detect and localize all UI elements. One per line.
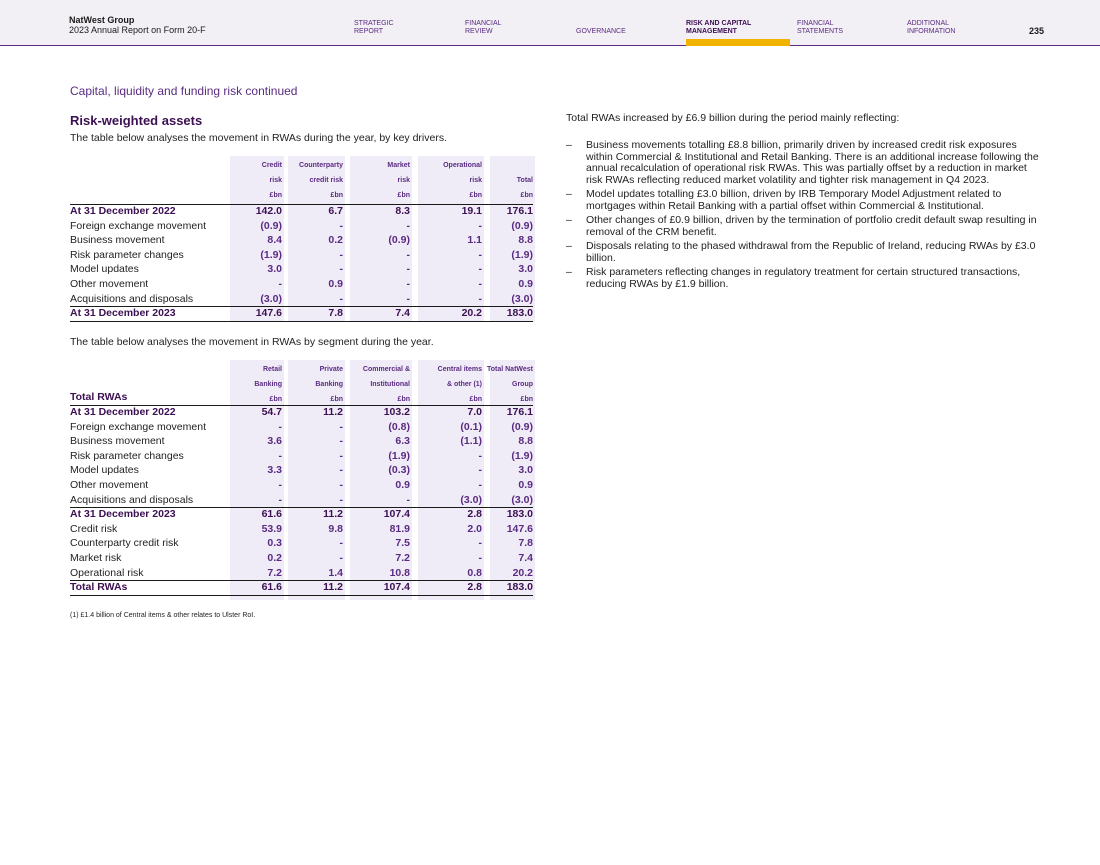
column-header: £bn [469,192,482,199]
table-cell: - [478,219,482,232]
table-row [70,463,533,478]
table-cell: 3.6 [267,435,282,448]
row-label: Model updates [70,464,139,477]
table-cell: 8.4 [267,234,282,247]
nav-line: FINANCIAL [465,20,502,27]
table-cell: - [478,263,482,276]
table-cell: - [478,464,482,477]
column-header: £bn [520,396,533,403]
column-header: Total NatWest [486,366,533,373]
column-header: Counterparty [299,162,343,169]
table-cell: 54.7 [261,406,282,418]
table-cell: - [339,449,343,462]
table-cell: 2.8 [467,508,482,521]
nav-governance[interactable] [576,28,676,36]
table-cell: - [478,537,482,550]
row-label: Business movement [70,234,165,247]
table-row [70,566,533,581]
bullet-text: Business movements totalling £8.8 billion, primarily driven by increased credit risk exposures within Commercial & Institutional and Retail Banking. There is an additional increase following the annual recalculation of operational risk RWAs. This was partially offset by a reduction in market risk RWAs reflecting reduced market volatility and tighter risk management in Q4 2023. [586,139,1039,186]
column-header: Private [319,366,343,373]
dash-icon: – [566,240,572,252]
table-cell: 61.6 [261,508,282,521]
row-label: Model updates [70,263,139,276]
table-cell: - [339,420,343,433]
bullet-text: Disposals relating to the phased withdrawal from the Republic of Ireland, reducing RWAs by £3.0 billion. [586,240,1036,264]
row-label: Foreign exchange movement [70,420,206,433]
column-header: Institutional [370,381,410,388]
nav-additional-information[interactable] [907,20,1007,36]
nav-line: ADDITIONAL [907,20,950,27]
column-header: Commercial & [362,366,410,373]
table-cell: - [278,420,282,433]
table-cell: - [339,292,343,305]
table-cell: 107.4 [383,581,410,594]
bullet-item [566,189,1046,212]
table-cell: - [278,479,282,491]
table-cell: - [478,479,482,491]
company-name: NatWest Group [69,15,135,25]
table-row [70,306,533,321]
column-header: £bn [397,396,410,403]
table-row [70,233,533,248]
column-header: credit risk [309,177,343,184]
row-label: Risk parameter changes [70,248,184,261]
column-header: Operational [443,162,482,169]
table-cell: - [478,248,482,261]
rwa-drivers-table [70,156,533,322]
table-cell: 11.2 [323,581,343,594]
table-cell: 10.8 [389,566,410,579]
table-cell: 11.2 [323,406,343,418]
table-cell: (0.9) [260,219,282,232]
table-row [70,478,533,493]
column-header: Market [387,162,410,169]
table-cell: - [339,263,343,276]
table-cell: 7.4 [518,552,533,564]
column-header: risk [269,177,282,184]
table-rule [70,595,533,596]
table-cell: 7.8 [328,307,343,320]
bullet-item [566,267,1046,290]
report-name: 2023 Annual Report on Form 20-F [69,25,206,35]
table-cell: 7.5 [395,537,410,550]
table-cell: 183.0 [506,508,533,521]
nav-line: REPORT [354,28,384,35]
page-header [0,0,1100,46]
row-label: Operational risk [70,566,144,579]
table-cell: - [406,278,410,290]
row-label: Risk parameter changes [70,449,184,462]
table-cell: 0.2 [267,552,282,564]
table-cell: 3.0 [518,263,533,276]
table-cell: - [339,493,343,506]
table-cell: 0.3 [267,537,282,550]
row-label: Total RWAs [70,581,128,594]
column-header: Central items [437,366,482,373]
table-row [70,536,533,551]
table-cell: 53.9 [261,522,282,535]
table-cell: 0.2 [328,234,343,247]
table-cell: 176.1 [506,205,533,217]
table-cell: 0.9 [395,479,410,491]
table-row [70,507,533,522]
table-cell: 1.4 [328,566,343,579]
table-cell: - [406,493,410,506]
table-cell: 7.0 [467,406,482,418]
table-cell: 176.1 [506,406,533,418]
bullet-text: Model updates totalling £3.0 billion, driven by IRB Temporary Model Adjustment related to mortgages within Retail Banking with a partial offset within Commercial & Institutional. [586,188,1002,212]
nav-line: RISK AND CAPITAL [686,20,752,27]
table-cell: - [339,552,343,564]
table-cell: 2.8 [467,581,482,594]
row-label: Acquisitions and disposals [70,292,194,305]
table-row [70,420,533,435]
table-cell: 19.1 [461,205,482,217]
rwa-segment-table [70,360,533,600]
table-cell: (1.1) [460,435,482,448]
table-row [70,551,533,566]
dash-icon: – [566,266,572,278]
table-cell: - [339,479,343,491]
row-label: Foreign exchange movement [70,219,206,232]
nav-risk-capital-management[interactable] [686,20,786,36]
table-cell: (3.0) [511,292,533,305]
row-label: At 31 December 2023 [70,508,176,521]
nav-line: STRATEGIC [354,20,394,27]
table-cell: (0.8) [388,420,410,433]
table-cell: 7.4 [395,307,410,320]
table-row [70,277,533,292]
table-cell: (0.9) [511,420,533,433]
table-rule [70,321,533,322]
table-row [70,493,533,508]
table-cell: (0.3) [388,464,410,477]
table-cell: 147.6 [506,522,533,535]
bullet-text: Other changes of £0.9 billion, driven by the termination of portfolio credit default swap resulting in removal of the CRM benefit. [586,214,1037,238]
nav-line: MANAGEMENT [686,28,737,35]
table-cell: 7.2 [395,552,410,564]
table-cell: (3.0) [260,292,282,305]
nav-line: FINANCIAL [797,20,834,27]
column-header: Banking [254,381,282,388]
table-cell: 0.9 [518,479,533,491]
table-cell: - [478,292,482,305]
table-cell: 61.6 [261,581,282,594]
table-cell: - [278,493,282,506]
table-cell: 9.8 [328,522,343,535]
table-cell: 0.8 [467,566,482,579]
table-cell: (1.9) [260,248,282,261]
row-label: At 31 December 2022 [70,205,176,217]
table-cell: (1.9) [511,248,533,261]
column-header: £bn [330,192,343,199]
column-header: Retail [262,366,282,373]
nav-strategic-report[interactable] [354,20,454,36]
table-row [70,434,533,449]
row-label: At 31 December 2023 [70,307,176,320]
table-cell: 81.9 [389,522,410,535]
table-cell: (1.9) [511,449,533,462]
table-cell: - [278,278,282,290]
table-cell: - [339,248,343,261]
table-cell: 0.9 [328,278,343,290]
table-cell: (0.1) [460,420,482,433]
dash-icon: – [566,139,572,151]
column-header: Banking [315,381,343,388]
table-cell: 0.9 [518,278,533,290]
table-cell: 6.3 [395,435,410,448]
table-row [70,262,533,277]
row-label: Other movement [70,479,149,491]
table-cell: - [406,219,410,232]
table-cell: 11.2 [323,508,343,521]
column-header: Credit [261,162,282,169]
column-header: £bn [269,192,282,199]
column-header: & other (1) [447,381,482,388]
column-header: £bn [269,396,282,403]
table-cell: 8.3 [395,205,410,217]
table-cell: - [478,449,482,462]
column-header: £bn [520,192,533,199]
column-header: Group [512,381,533,388]
table-row [70,204,533,219]
nav-line: GOVERNANCE [576,28,626,35]
column-header: £bn [397,192,410,199]
table-cell: - [339,464,343,477]
footnote: (1) £1.4 billion of Central items & other relates to Ulster RoI. [70,612,256,619]
table-row [70,522,533,537]
table-cell: 2.0 [467,522,482,535]
table-header-label: Total RWAs [70,391,128,403]
table-cell: 1.1 [467,234,482,247]
row-label: Market risk [70,552,122,564]
table-row [70,405,533,420]
bullet-text: Risk parameters reflecting changes in regulatory treatment for certain structured transactions, reducing RWAs by £1.9 billion. [586,266,1021,290]
row-label: At 31 December 2022 [70,406,176,418]
table-cell: (0.9) [388,234,410,247]
table-cell: 3.0 [518,464,533,477]
row-label: Business movement [70,435,165,448]
nav-line: STATEMENTS [797,28,844,35]
commentary [566,112,1046,293]
commentary-intro: Total RWAs increased by £6.9 billion during the period mainly reflecting: [566,112,900,124]
table-row [70,292,533,307]
table-row [70,449,533,464]
table-cell: - [406,263,410,276]
bullet-item [566,241,1046,264]
table-cell: - [339,219,343,232]
table-cell: (1.9) [388,449,410,462]
table-cell: 107.4 [383,508,410,521]
table-cell: - [478,278,482,290]
table-cell: - [406,292,410,305]
column-header: risk [469,177,482,184]
page-title: Risk-weighted assets [70,113,203,128]
table-cell: - [278,449,282,462]
table-cell: 103.2 [383,406,410,418]
table-cell: 20.2 [512,566,533,579]
column-header: risk [397,177,410,184]
nav-line: INFORMATION [907,28,956,35]
active-tab-indicator [686,39,790,46]
nav-line: REVIEW [465,28,493,35]
table-cell: 3.0 [267,263,282,276]
column-header: Total [516,177,533,184]
table2-intro: The table below analyses the movement in RWAs by segment during the year. [70,336,434,348]
dash-icon: – [566,188,572,200]
bullet-item [566,140,1046,186]
row-label: Credit risk [70,522,118,535]
table-cell: (3.0) [460,493,482,506]
nav-financial-statements[interactable] [797,20,897,36]
table-cell: 147.6 [255,307,282,320]
column-header: £bn [330,396,343,403]
table-cell: - [339,537,343,550]
table-cell: 142.0 [255,205,282,217]
brand [69,15,206,35]
row-label: Counterparty credit risk [70,537,179,550]
commentary-bullets [566,140,1046,290]
table-cell: - [406,248,410,261]
table-cell: (3.0) [511,493,533,506]
table-cell: 20.2 [461,307,482,320]
table-cell: (0.9) [511,219,533,232]
table-cell: 3.3 [267,464,282,477]
nav-financial-review[interactable] [465,20,565,36]
table-cell: 8.8 [518,435,533,448]
table1-intro: The table below analyses the movement in RWAs during the year, by key drivers. [70,132,448,144]
section-heading: Capital, liquidity and funding risk continued [70,84,298,98]
column-header: £bn [469,396,482,403]
table-row [70,219,533,234]
table-cell: 183.0 [506,581,533,594]
page-number: 235 [1028,26,1044,36]
row-label: Other movement [70,278,149,290]
bullet-item [566,215,1046,238]
row-label: Acquisitions and disposals [70,493,194,506]
table-row [70,580,533,595]
table-cell: 8.8 [518,234,533,247]
table-row [70,248,533,263]
table-cell: 6.7 [328,205,343,217]
table-cell: 183.0 [506,307,533,320]
table-cell: 7.2 [267,566,282,579]
table-cell: - [339,435,343,448]
table-cell: 7.8 [518,537,533,550]
dash-icon: – [566,214,572,226]
table-cell: - [478,552,482,564]
